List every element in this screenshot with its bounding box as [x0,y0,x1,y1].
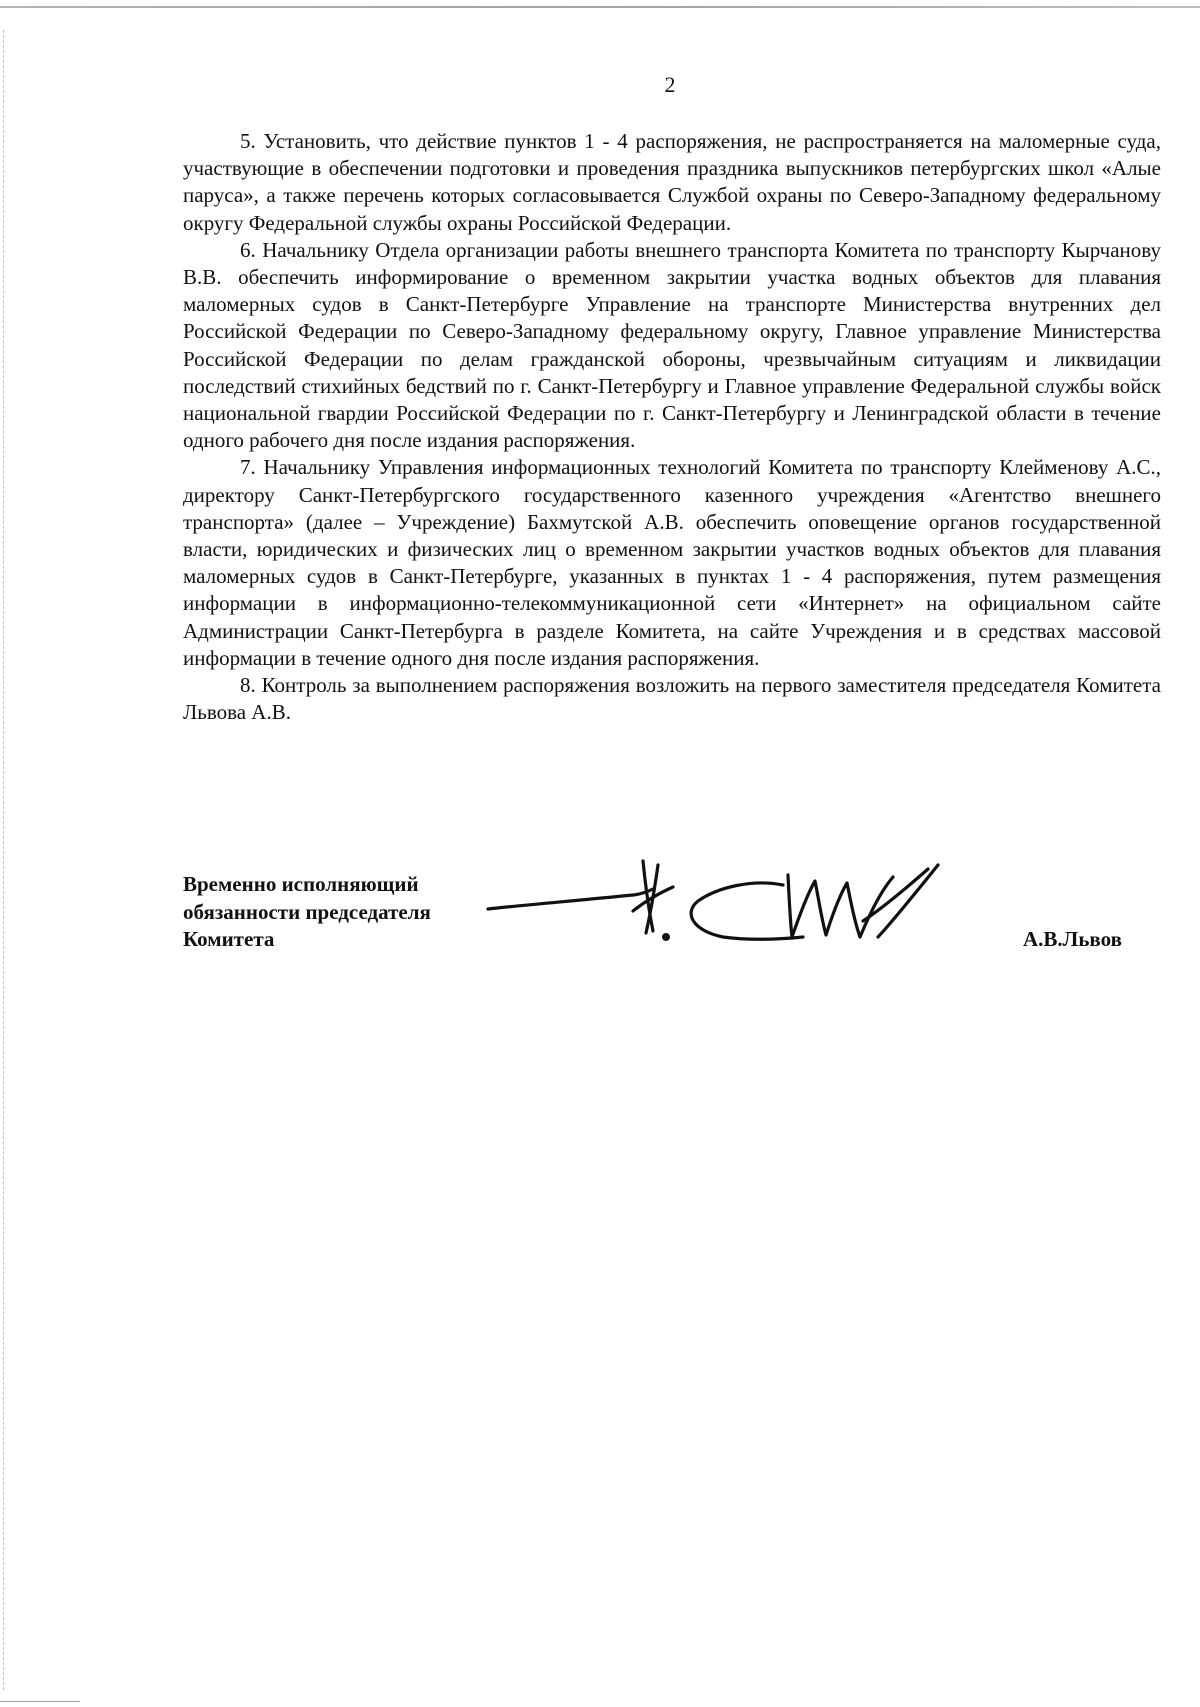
scan-top-edge [0,6,1200,8]
paragraph-5: 5. Установить, что действие пунктов 1 - 4 распоряжения, не распространяется на маломерные суда, участвующие в обеспечении подготовки и проведения праздника выпускников петербургских школ «Алые паруса», а также перечень которых согласовывается Службой охраны по Северо-Западному федеральному округу Федеральной службы охраны Российской Федерации. [183,129,1161,235]
signatory-name: А.В.Львов [1023,927,1122,951]
paragraph-8: 8. Контроль за выполнением распоряжения возложить на первого заместителя председателя Комитета Львова А.В. [183,673,1161,725]
paragraph-7: 7. Начальнику Управления информационных технологий Комитета по транспорту Клейменову А.С., директору Санкт-Петербургского государственного казенного учреждения «Агентство внешнего транспорта» (далее – Учреждение) Бахмутской А.В. обеспечить оповещение органов государственной власти, юридических и физических лиц о временном закрытии участков водных объектов для плавания маломерных судов в Санкт-Петербурге, указанных в пунктах 1 - 4 распоряжения, путем размещения информации в информационно-телекоммуникационной сети «Интернет» на официальном сайте Администрации Санкт-Петербурга в разделе Комитета, на сайте Учреждения и в средствах массовой информации в течение одного дня после издания распоряжения. [183,455,1161,670]
scan-left-edge [3,30,5,1690]
handwritten-signature [483,851,963,966]
paragraph-6: 6. Начальнику Отдела организации работы внешнего транспорта Комитета по транспорту Кырчанову В.В. обеспечить информирование о временном закрытии участка водных объектов для плавания маломерных судов в Санкт-Петербурге Управление на транспорте Министерства внутренних дел Российской Федерации по Северо-Западному федеральному округу, Главное управление Министерства Российской Федерации по делам гражданской обороны, чрезвычайным ситуациям и ликвидации последствий стихийных бедствий по г. Санкт-Петербургу и Главное управление Федеральной службы войск национальной гвардии Российской Федерации по г. Санкт-Петербургу и Ленинградской области в течение одного рабочего дня после издания распоряжения. [183,237,1161,453]
document-body [183,128,1161,726]
page-number: 2 [664,72,676,97]
signatory-title-line-2: обязанности председателя [183,899,431,924]
signatory-title-line-3: Комитета [183,927,275,951]
scan-bottom-edge [0,1701,80,1702]
signature-block [183,871,1161,981]
signatory-title [183,871,431,954]
signatory-title-line-1: Временно исполняющий [183,872,419,896]
